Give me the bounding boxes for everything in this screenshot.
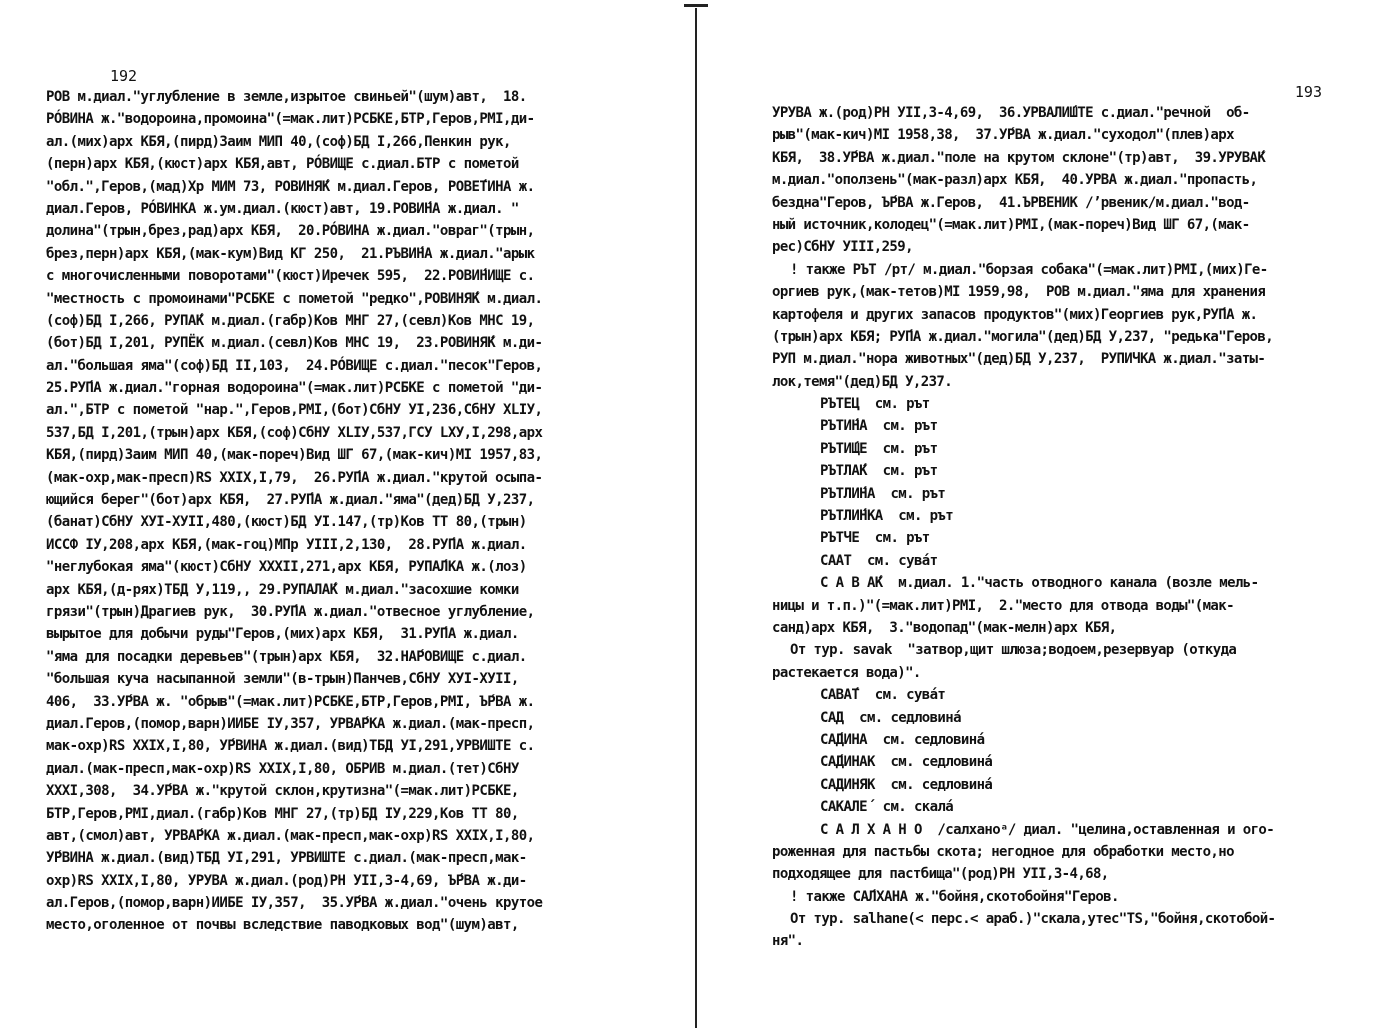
text-line: КБЯ,(пирд)Заим МИП 40,(мак-пореч)Вид ШГ 67,(мак-кич)МI 1957,83, [46, 447, 543, 464]
text-line: лок,темя"(дед)БД У,237. [772, 373, 953, 390]
text-line: САВА́Т см. сувáт [820, 687, 946, 704]
text-line: (перн)арх КБЯ,(кюст)арх КБЯ,авт, РÓВИЩЕ с.диал.БТР с пометой [46, 156, 519, 173]
text-line: СА́ДИНА см. седловинá [820, 731, 985, 748]
text-line: долина"(трын,брез,рад)арх КБЯ, 20.РÓВИНА ж.диал."овраг"(трын, [46, 223, 535, 240]
text-line: грязи"(трын)Драгиев рук, 30.РУ́ПА ж.диал."отвесное углубление, [46, 603, 535, 620]
text-line: РЪТЛА́К см. рът [820, 463, 938, 480]
text-line: диал.Геров, РÓВИНКА ж.ум.диал.(кюст)авт, 19.РОВИ́НА ж.диал. " [46, 200, 519, 217]
gutter-cap [684, 4, 708, 7]
text-line: СА́ДИНАК см. седловинá [820, 754, 993, 771]
text-line: РОВ м.диал."углубление в земле,изрытое свиньей"(шум)авт, 18. [46, 89, 527, 105]
text-line: "неглубокая яма"(кюст)СбНУ XXXII,271,арх КБЯ, РУПА́ЛКА ж.(лоз) [46, 559, 527, 576]
text-line: РЪТЛИ́НКА см. рът [820, 508, 954, 525]
text-line: (соф)БД I,266, РУПА́К м.диал.(габр)Ков МНГ 27,(севл)Ков МНС 19, [46, 312, 535, 329]
text-line: бездна"Геров, Ъ́РВА ж.Геров, 41.ЪРВЕНИК /ʼрвеник/м.диал."вод- [772, 194, 1250, 211]
text-line: СААТ см. сувáт [820, 552, 938, 569]
text-line: рес)СбНУ УIII,259, [772, 239, 913, 256]
text-line: м.диал."оползень"(мак-разл)арх КБЯ, 40.УРВА ж.диал."пропасть, [772, 172, 1258, 189]
page-number-right: 193 [1294, 83, 1322, 101]
page-number-left: 192 [110, 67, 138, 85]
gutter-line [695, 8, 697, 1028]
text-line: РЪТЕЦ см. рът [820, 396, 930, 413]
text-line: РЪТЛИ́НА см. рът [820, 485, 946, 502]
text-line: С А Л Х А Н О /салханоᵃ/ диал. "целина,оставленная и ого- [820, 821, 1275, 838]
text-line: диал.Геров,(помор,варн)ИИБЕ IУ,357, УРВА́РКА ж.диал.(мак-пресп, [46, 715, 535, 732]
text-line: От тур. salhane(< перс.< араб.)"скала,утес"TS,"бойня,скотобой- [790, 911, 1276, 928]
text-line: ал.(мих)арх КБЯ,(пирд)Заим МИП 40,(соф)БД I,266,Пенкин рук, [46, 133, 511, 150]
text-line: (трын)арх КБЯ; РУ́ПА ж.диал."могила"(дед)БД У,237, "редька"Геров, [772, 328, 1274, 345]
right-page-text [772, 102, 1362, 953]
text-line: место,оголенное от почвы вследствие паводковых вод"(шум)авт, [46, 917, 519, 934]
text-line: роженная для пастьбы скота; негодное для обработки место,но [772, 843, 1234, 860]
text-line: От тур. savak "затвор,щит шлюза;водоем,резервуар (откуда [790, 642, 1237, 659]
text-line: ющийся берег"(бот)арх КБЯ, 27.РУ́ПА ж.диал."яма"(дед)БД У,237, [46, 492, 535, 509]
text-line: "обл.",Геров,(мад)Хр МИМ 73, РОВИНЯ́К м.диал.Геров, РОВЕ́ТИНА ж. [46, 178, 535, 195]
text-line: картофеля и других запасов продуктов"(мих)Георгиев рук,РУ́ПА ж. [772, 306, 1258, 323]
text-line: ! также СА́ЛХАНА ж."бойня,скотобойня"Геров. [790, 888, 1119, 905]
text-line: арх КБЯ,(д-рях)ТБД У,119,, 29.РУПАЛА́К м.диал."засохшие комки [46, 581, 519, 598]
text-line: рыв"(мак-кич)МI 1958,38, 37.У́РВА ж.диал."суходол"(плев)арх [772, 127, 1234, 144]
text-line: РУП м.диал."нора животных"(дед)БД У,237, РУПИЧКА ж.диал."заты- [772, 351, 1266, 368]
text-line: 537,БД I,201,(трын)арх КБЯ,(соф)СбНУ XLIУ,537,ГСУ LXУ,I,298,арх [46, 424, 543, 441]
text-line: ня". [772, 933, 804, 950]
text-line: РЪТИ́НА см. рът [820, 418, 938, 435]
text-line: подходящее для пастбища"(род)РН УII,3-4,68, [772, 866, 1109, 883]
text-line: брез,перн)арх КБЯ,(мак-кум)Вид КГ 250, 21.РЪВИ́НА ж.диал."арык [46, 245, 535, 262]
text-line: мак-охр)RS XXIX,I,80, У́РВИНА ж.диал.(вид)ТБД УI,291,УРВИШТЕ с. [46, 738, 535, 755]
text-line: ный источник,колодец"(=мак.лит)РМI,(мак-пореч)Вид ШГ 67,(мак- [772, 216, 1250, 233]
text-line: ! также РЪТ /рт/ м.диал."борзая собака"(=мак.лит)РМI,(мих)Ге- [790, 261, 1268, 278]
text-line: С А В А́К м.диал. 1."часть отводного канала (возле мель- [820, 575, 1259, 592]
text-line: "большая куча насыпанной земли"(в-трын)Панчев,СбНУ XУI-XУII, [46, 671, 519, 688]
text-line: авт,(смол)авт, УРВА́РКА ж.диал.(мак-пресп,мак-охр)RS XXIX,I,80, [46, 827, 535, 844]
left-page [46, 66, 646, 937]
text-line: с многочисленными поворотами"(кюст)Иречек 595, 22.РОВИ́НИЩЕ с. [46, 268, 535, 285]
text-line: ницы и т.п.)"(=мак.лит)РМI, 2."место для отвода воды"(мак- [772, 597, 1234, 614]
text-line: (мак-охр,мак-пресп)RS XXIX,I,79, 26.РУ́ПА ж.диал."крутой осыпа- [46, 469, 543, 486]
text-line: 406, 33.У́РВА ж. "обрыв"(=мак.лит)РСБКЕ,БТР,Геров,РМI, Ъ́РВА ж. [46, 693, 535, 710]
text-line: растекается вода)". [772, 664, 921, 681]
text-line: РЪТЧЕ см. рът [820, 530, 930, 547]
text-line: (банат)СбНУ XУI-XУII,480,(кюст)БД УI.147,(тр)Ков ТТ 80,(трын) [46, 514, 527, 531]
text-line: БТР,Геров,РМI,диал.(габр)Ков МНГ 27,(тр)БД IУ,229,Ков ТТ 80, [46, 805, 519, 822]
text-line: "яма для посадки деревьев"(трын)арх КБЯ, 32.НА́РОВИЩЕ с.диал. [46, 648, 527, 665]
text-line: вырытое для добычи руды"Геров,(мих)арх КБЯ, 31.РУ́ПА ж.диал. [46, 626, 519, 643]
text-line: ал."большая яма"(соф)БД II,103, 24.РÓВИЩЕ с.диал."песок"Геров, [46, 357, 543, 374]
text-line: 25.РУ́ПА ж.диал."горная водороина"(=мак.лит)РСБКЕ с пометой "ди- [46, 380, 543, 397]
text-line: (бот)БД I,201, РУПЁК м.диал.(севл)Ков МНС 19, 23.РОВИНЯ́К м.ди- [46, 335, 543, 352]
text-line: ал.",БТР с пометой "нар.",Геров,РМI,(бот)СбНУ УI,236,СбНУ XLIУ, [46, 402, 543, 419]
text-line: ал.Геров,(помор,варн)ИИБЕ IУ,357, 35.У́РВА ж.диал."очень крутое [46, 895, 543, 912]
text-line: ИССФ IУ,208,арх КБЯ,(мак-гоц)МПр УIII,2,130, 28.РУ́ПА ж.диал. [46, 536, 527, 553]
text-line: УРУВА ж.(род)РН УII,3-4,69, 36.УРВАЛИ́ШТЕ с.диал."речной об- [772, 105, 1250, 121]
right-page [772, 82, 1362, 953]
text-line: оргиев рук,(мак-тетов)МI 1959,98, РОВ м.диал."яма для хранения [772, 284, 1266, 301]
text-line: РÓВИНА ж."водороина,промоина"(=мак.лит)РСБКЕ,БТР,Геров,РМI,ди- [46, 111, 535, 128]
text-line: САДИНЯК см. седловинá [820, 776, 993, 793]
text-line: КБЯ, 38.У́РВА ж.диал."поле на крутом склоне"(тр)авт, 39.УРУВА́К [772, 149, 1266, 166]
text-line: САКАЛЕ́ см. скалá [820, 799, 954, 816]
text-line: РЪТИ́ЩЕ см. рът [820, 440, 938, 457]
text-line: санд)арх КБЯ, 3."водопад"(мак-мелн)арх КБЯ, [772, 619, 1117, 636]
text-line: диал.(мак-пресп,мак-охр)RS XXIX,I,80, ОБРИВ м.диал.(тет)СбНУ [46, 760, 519, 777]
text-line: охр)RS XXIX,I,80, УРУВА ж.диал.(род)РН УII,3-4,69, Ъ́РВА ж.ди- [46, 872, 527, 889]
left-page-text [46, 86, 646, 937]
text-line: САД см. седловинá [820, 709, 961, 726]
text-line: "местность с промоинами"РСБКЕ с пометой "редко",РОВИНЯ́К м.диал. [46, 290, 543, 307]
text-line: У́РВИНА ж.диал.(вид)ТБД УI,291, УРВИШТЕ с.диал.(мак-пресп,мак- [46, 850, 527, 867]
text-line: XXXI,308, 34.У́РВА ж."крутой склон,крутизна"(=мак.лит)РСБКЕ, [46, 783, 519, 800]
